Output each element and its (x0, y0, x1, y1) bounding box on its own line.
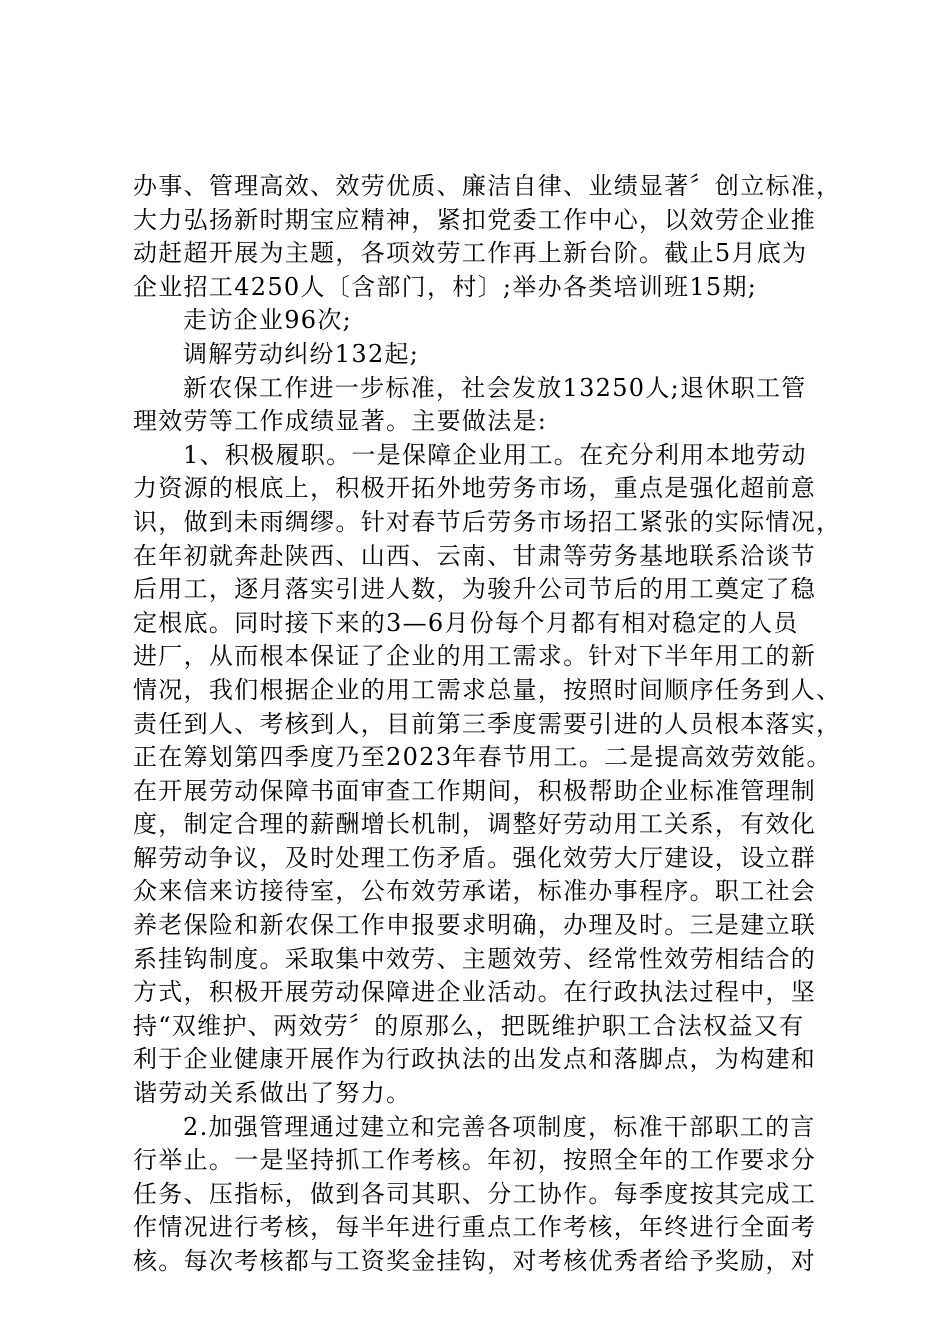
text-line: 养老保险和新农保工作申报要求明确，办理及时。三是建立联 (133, 911, 817, 940)
text-line: 调解劳动纠纷132起; (183, 339, 420, 368)
document-body (133, 170, 842, 1279)
text-line: 大力弘扬新时期宝应精神，紧扣党委工作中心，以效劳企业推 (133, 205, 817, 234)
text-line: 进厂，从而根本保证了企业的用工需求。针对下半年用工的新 (133, 642, 817, 671)
text-line: 在开展劳动保障书面审查工作期间，积极帮助企业标准管理制 (133, 776, 817, 805)
text-line: 谐劳动关系做出了努力。 (133, 1079, 412, 1108)
text-line: 理效劳等工作成绩显著。主要做法是: (133, 407, 548, 436)
text-line: 正在筹划第四季度乃至2023年春节用工。二是提高效劳效能。 (133, 743, 832, 772)
text-line: 1、积极履职。一是保障企业用工。在充分利用本地劳动 (183, 440, 807, 469)
text-line: 新农保工作进一步标准，社会发放13250人;退休职工管 (183, 373, 807, 402)
text-line: 系挂钩制度。采取集中效劳、主题效劳、经常性效劳相结合的 (133, 944, 817, 973)
text-line: 核。每次考核都与工资奖金挂钩，对考核优秀者给予奖励，对 (133, 1247, 817, 1275)
text-line: 解劳动争议，及时处理工伤矛盾。强化效劳大厅建设，设立群 (133, 843, 817, 872)
text-line: 识，做到未雨绸缪。针对春节后劳务市场招工紧张的实际情况， (133, 507, 842, 536)
text-line: 行举止。一是坚持抓工作考核。年初，按照全年的工作要求分 (133, 1146, 817, 1175)
text-line: 动赶超开展为主题，各项效劳工作再上新台阶。截止5月底为 (133, 239, 808, 268)
text-line: 2.加强管理通过建立和完善各项制度，标准干部职工的言 (183, 1112, 816, 1141)
text-line: 走访企业96次; (183, 306, 353, 335)
text-line: 利于企业健康开展作为行政执法的出发点和落脚点，为构建和 (133, 1045, 817, 1074)
text-line: 任务、压指标，做到各司其职、分工协作。每季度按其完成工 (133, 1179, 817, 1208)
text-line: 办事、管理高效、效劳优质、廉洁自律、业绩显著〞创立标准， (133, 172, 842, 200)
text-line: 众来信来访接待室，公布效劳承诺，标准办事程序。职工社会 (133, 877, 817, 906)
text-line: 企业招工4250人〔含部门，村〕;举办各类培训班15期; (133, 272, 758, 301)
text-line: 作情况进行考核，每半年进行重点工作考核，年终进行全面考 (133, 1213, 817, 1242)
text-line: 力资源的根底上，积极开拓外地劳务市场，重点是强化超前意 (133, 474, 817, 503)
text-line: 责任到人、考核到人，目前第三季度需要引进的人员根本落实， (133, 709, 842, 738)
text-line: 在年初就奔赴陕西、山西、云南、甘肃等劳务基地联系洽谈节 (133, 541, 817, 570)
text-line: 情况，我们根据企业的用工需求总量，按照时间顺序任务到人、 (133, 675, 842, 704)
text-line: 度，制定合理的薪酬增长机制，调整好劳动用工关系，有效化 (133, 810, 817, 839)
text-line: 后用工，逐月落实引进人数，为骏升公司节后的用工奠定了稳 (133, 575, 817, 604)
text-line: 定根底。同时接下来的3—6月份每个月都有相对稳定的人员 (133, 608, 799, 637)
text-line: 方式，积极开展劳动保障进企业活动。在行政执法过程中，坚 (133, 978, 817, 1007)
text-line: 持“双维护、两效劳〞的原那么，把既维护职工合法权益又有 (133, 1011, 805, 1040)
